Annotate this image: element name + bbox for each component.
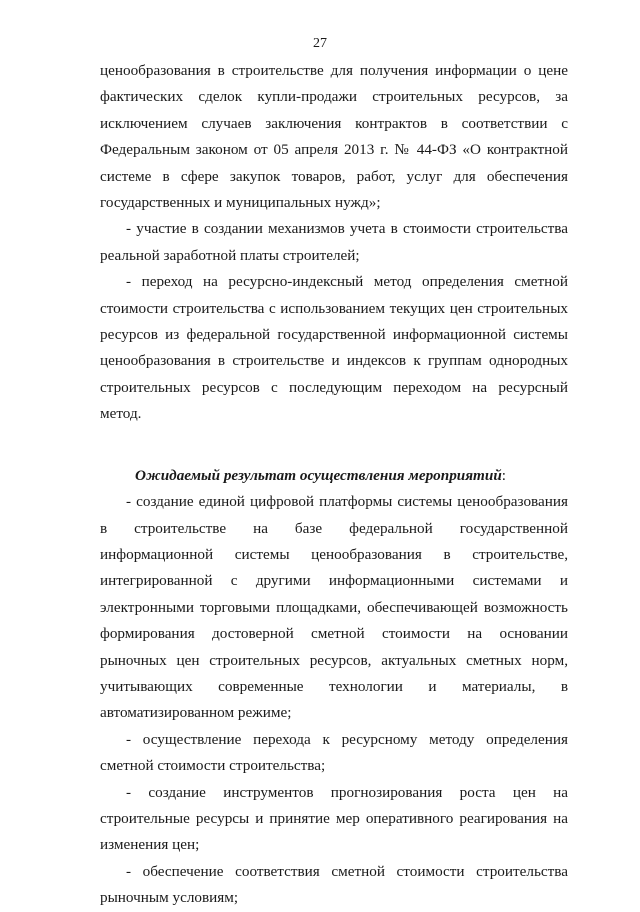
section-heading-text: Ожидаемый результат осуществления мероприятий [135, 466, 502, 484]
list-item-resource-method-transition: - осуществление перехода к ресурсному методу определения сметной стоимости строительства; [100, 730, 568, 775]
paragraph-continuation: ценообразования в строительстве для получения информации о цене фактических сделок купли-продажи строительных ресурсов, за исключением случаев заключения контрактов в соответствии с Федеральным законом от 05 апреля 2013 г. № 44-ФЗ «О контрактной системе в сфере закупок товаров, работ, услуг для обеспечения государственных и муниципальных нужд»; [100, 62, 568, 212]
section-heading-colon: : [501, 466, 507, 484]
list-item-price-forecasting: - создание инструментов прогнозирования роста цен на строительные ресурсы и принятие мер оперативного реагирования на изменения цен; [100, 783, 568, 854]
page-number: 27 [313, 36, 327, 51]
section-heading [100, 463, 568, 489]
list-item-digital-platform: - создание единой цифровой платформы системы ценообразования в строительстве на базе федеральной государственной информационной системы ценообразования в строительстве, интегрированной с другими информационными системами и электронными торговыми площадками, обеспечивающей возможность формирования достоверной сметной стоимости на основании рыночных цен строительных ресурсов, актуальных сметных норм, учитывающих современные технологии и материалы, в автоматизированном режиме; [100, 493, 568, 722]
document-body [100, 58, 568, 912]
list-item-resource-index-method: - переход на ресурсно-индексный метод определения сметной стоимости строительства с использованием текущих цен строительных ресурсов из федеральной государственной информационной системы ценообразования в строительстве и индексов к группам однородных строительных ресурсов с последующим переходом на ресурсный метод. [100, 273, 568, 423]
section-spacer [100, 428, 568, 463]
list-item-wage-accounting: - участие в создании механизмов учета в стоимости строительства реальной заработной платы строителей; [100, 220, 568, 264]
list-item-market-conditions: - обеспечение соответствия сметной стоимости строительства рыночным условиям; [100, 862, 568, 907]
